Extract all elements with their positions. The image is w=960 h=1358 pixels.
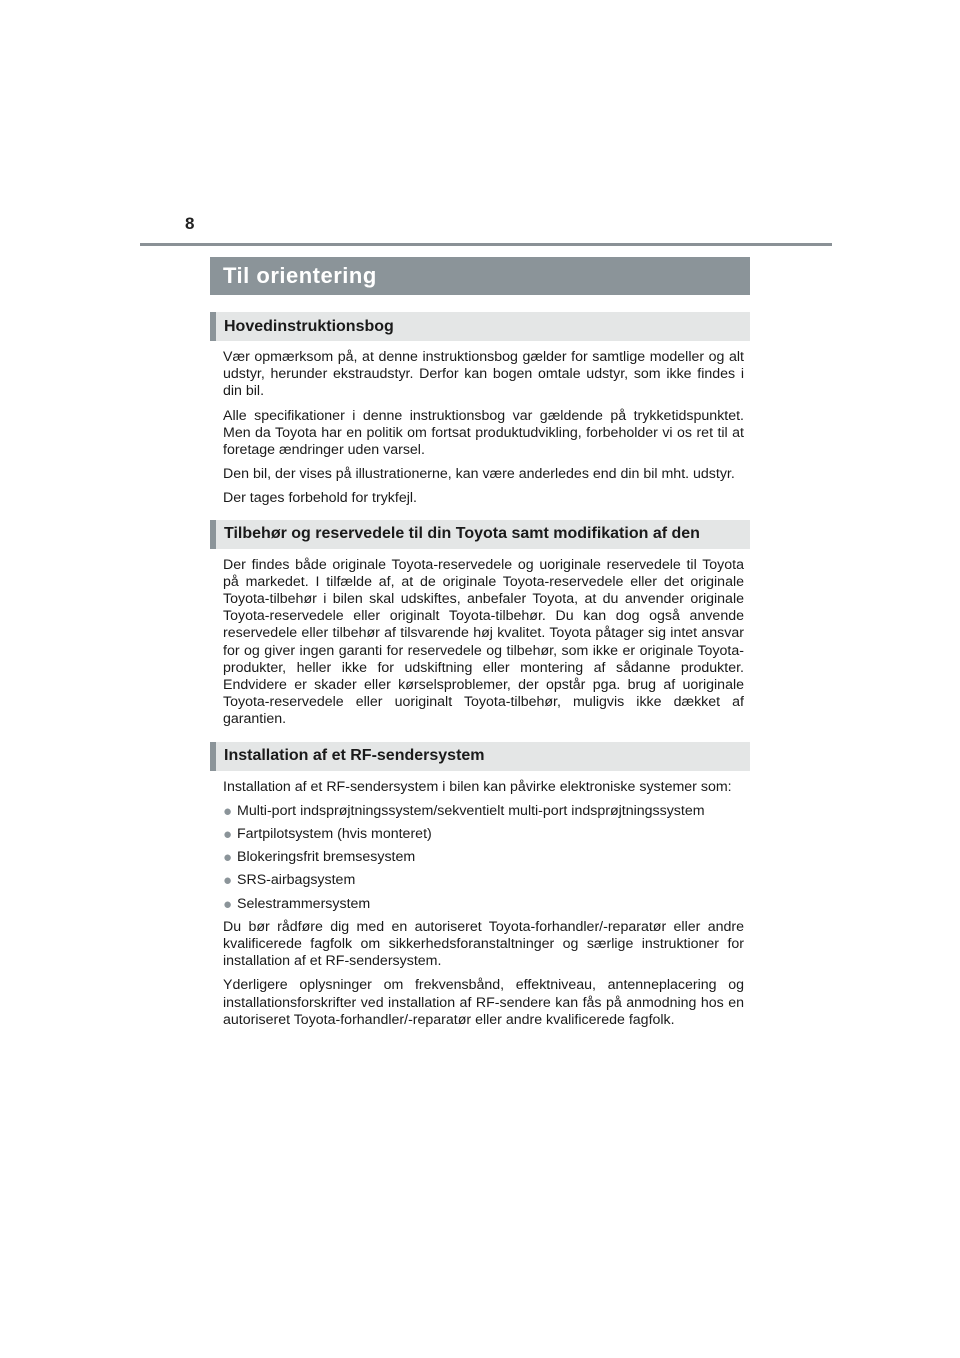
paragraph: Yderligere oplysninger om frekvensbånd, effektniveau, antenneplacering og installationsforskrifter ved installation af RF-sendere kan fås på anmodning hos en autoriseret Toyota-forhandler/-reparatør eller andre kvalificerede fagfolk.	[223, 977, 744, 1028]
paragraph: Alle specifikationer i denne instruktionsbog var gældende på trykketidspunktet. Men da Toyota har en politik om fortsat produktudvikling, forbeholder vi os ret til at foretage ændringer uden varsel.	[223, 407, 744, 459]
section-body	[210, 771, 750, 1029]
section-heading-text: Tilbehør og reservedele til din Toyota samt modifikation af den	[224, 525, 700, 543]
header-rule	[140, 243, 832, 246]
page-title: Til orientering	[210, 257, 750, 295]
list-item-text: SRS-airbagsystem	[237, 872, 356, 889]
section-heading-text: Installation af et RF-sendersystem	[224, 747, 485, 765]
section-body	[210, 341, 750, 508]
list-item-text: Multi-port indsprøjtningssystem/sekventielt multi-port indsprøjtningssystem	[237, 802, 705, 819]
paragraph: Vær opmærksom på, at denne instruktionsbog gælder for samtlige modeller og alt udstyr, herunder ekstraudstyr. Derfor kan bogen omtale udstyr, som ikke findes i din bil.	[223, 349, 744, 400]
paragraph: Du bør rådføre dig med en autoriseret Toyota-forhandler/-reparatør eller andre kvalificerede fagfolk om sikkerhedsforanstaltninger og særlige instruktioner for installation af et RF-sendersystem.	[223, 918, 744, 970]
paragraph: Der tages forbehold for trykfejl.	[223, 490, 417, 507]
section-heading-text: Hovedinstruktionsbog	[224, 317, 394, 335]
bullet-icon: ●	[223, 895, 233, 913]
paragraph: Installation af et RF-sendersystem i bilen kan påvirke elektroniske systemer som:	[223, 778, 732, 795]
section-heading-hovedinstruktionsbog	[210, 312, 750, 341]
section-heading-rf-sendersystem	[210, 742, 750, 771]
list-item-text: Selestrammersystem	[237, 895, 371, 912]
page-content	[210, 312, 750, 1036]
bullet-icon: ●	[223, 826, 233, 844]
bullet-icon: ●	[223, 802, 233, 820]
list-item	[223, 896, 744, 913]
bullet-icon: ●	[223, 849, 233, 867]
section-body	[210, 549, 750, 729]
section-heading-tilbehor	[210, 520, 750, 549]
paragraph: Den bil, der vises på illustrationerne, kan være anderledes end din bil mht. udstyr.	[223, 466, 735, 483]
list-item	[223, 849, 744, 866]
list-item	[223, 872, 744, 889]
paragraph: Der findes både originale Toyota-reservedele og uoriginale reservedele til Toyota på markedet. I tilfælde af, at de originale Toyota-reservedele eller det originale Toyota-tilbehør i bilen skal udskiftes, anbefaler Toyota, at du anvender originale Toyota-reservedele eller originalt Toyota-tilbehør. Du kan dog også anvende reservedele eller tilbehør af tilsvarende høj kvalitet. Toyota påtager sig intet ansvar for og giver ingen garanti for reservedele og tilbehør, som ikke er originale Toyota-produkter, heller ikke for udskiftning eller montering af sådanne produkter. Endvidere er skader eller kørselsproblemer, der opstår pga. brug af uoriginale Toyota-reservedele eller uoriginalt Toyota-tilbehør, muligvis ikke dækket af garantien.	[223, 556, 744, 728]
list-item-text: Fartpilotsystem (hvis monteret)	[237, 826, 432, 843]
list-item	[223, 826, 744, 843]
page-number: 8	[185, 214, 195, 233]
list-item	[223, 803, 744, 820]
list-item-text: Blokeringsfrit bremsesystem	[237, 849, 416, 866]
bullet-icon: ●	[223, 872, 233, 890]
